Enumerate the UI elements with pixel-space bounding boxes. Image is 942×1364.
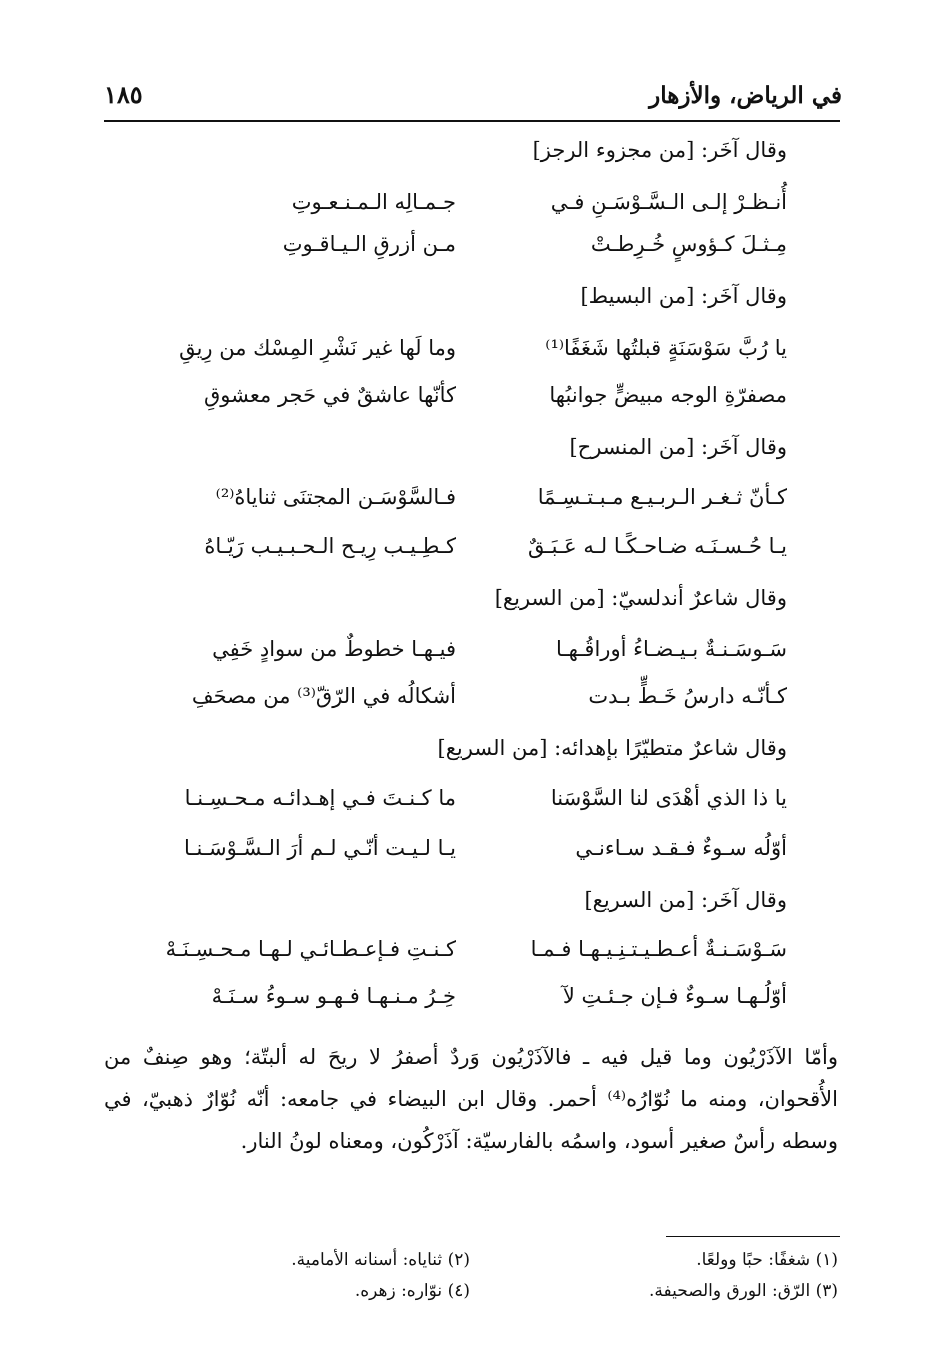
footnote-rule bbox=[666, 1236, 840, 1237]
poem-intro: وقال آخَر: [من مجزوء الرجز] bbox=[532, 138, 787, 162]
poem-intro: وقال شاعرٌ أندلسيّ: [من السريع] bbox=[494, 586, 787, 610]
body-paragraph: وأمّا الآذَرْيُون وما قيل فيه ـ فالآذَرْيُون وَردٌ أصفرُ لا ريحَ له ألبتّة؛ وهو صِنفٌ من الأُقحوان، ومنه ما نُوّارُه⁽⁴⁾ أحمر. وقال ابن البيضاء في جامعه: أنّه نُوّارٌ ذهبيّ، في وسطه رأسٌ صغير أسود، واسمُه بالفارسيّة: آذَرْكُون، ومعناه لونُ النار. bbox=[104, 1045, 838, 1153]
verse-second-hemistich: جـمـالِه الـمـنـعـوتِ bbox=[291, 190, 456, 214]
footnote-text: شغفًا: حبًا وولعًا. bbox=[696, 1250, 811, 1270]
verse-second-hemistich: فيـهـا خطوطٌ من سوادٍ خَفِي bbox=[212, 637, 456, 661]
verse-first-hemistich: سَـوسَـنـةٌ بـيـضـاءُ أوراقُـهـا bbox=[556, 637, 787, 661]
verse-first-hemistich: كـأنّـه دارسُ خَـطٍّ بـدت bbox=[588, 684, 787, 708]
footnote-text: الرّق: الورق والصحيفة. bbox=[649, 1281, 811, 1301]
poem-intro: وقال شاعرٌ متطيّرًا بإهدائه: [من السريع] bbox=[437, 736, 787, 760]
footnote bbox=[696, 1250, 838, 1270]
running-title: في الرياض، والأزهار bbox=[649, 82, 842, 109]
verse-first-hemistich: أوّلُـهـا سـوءٌ فـإن جـئـتِ لآ bbox=[562, 984, 787, 1008]
verse-first-hemistich: أوّلُه سـوءٌ فـقـد سـاءنـي bbox=[575, 836, 787, 860]
header-rule bbox=[104, 120, 840, 122]
verse-second-hemistich: خِـرُ مـنـهـا فـهـو سـوءُ سـنَـهْ bbox=[211, 984, 456, 1008]
page-number: ١٨٥ bbox=[104, 80, 143, 109]
footnote-number: (٣) bbox=[815, 1281, 838, 1301]
verse-second-hemistich: وما لَها غير نَشْرِ المِسْك من رِيقِ bbox=[179, 336, 456, 360]
footnote-text: ثناياه: أسنانه الأمامية. bbox=[291, 1250, 443, 1270]
verse-second-hemistich: ما كـنـتَ فـي إهـدائـه مـحـسِـنـا bbox=[184, 786, 456, 810]
verse-first-hemistich: سَـوْسَـنـةٌ أعـطـيـتـنِـيـهـا فـمـا bbox=[530, 937, 787, 961]
verse-first-hemistich: يا ذا الذي أهْدَى لنا السَّوْسَنا bbox=[550, 786, 787, 810]
verse-second-hemistich: فـالسَّوْسَـن المجتنَى ثناياهُ⁽²⁾ bbox=[215, 485, 456, 509]
footnote-number: (٢) bbox=[447, 1250, 470, 1270]
footnote bbox=[355, 1281, 470, 1301]
verse-first-hemistich: كـأنّ ثـغـر الـربـيـع مـبـتـسِـمًا bbox=[537, 485, 787, 509]
footnote-number: (١) bbox=[815, 1250, 838, 1270]
verse-second-hemistich: كـنـتِ فـإعـطـائـي لـهـا مـحـسِـنَـهْ bbox=[165, 937, 456, 961]
verse-second-hemistich: كأنّها عاشقٌ في حَجر معشوقِ bbox=[204, 383, 456, 407]
verse-second-hemistich: يـا لـيـت أنّـي لـم أرَ الـسَّـوْسَـنـا bbox=[183, 836, 456, 860]
verse-first-hemistich: يا رُبَّ سَوْسَنَةٍ قبلتُها شَغَفًا⁽¹⁾ bbox=[545, 336, 787, 360]
footnote-number: (٤) bbox=[447, 1281, 470, 1301]
footnote bbox=[291, 1250, 470, 1270]
poem-intro: وقال آخَر: [من البسيط] bbox=[580, 284, 787, 308]
poem-intro: وقال آخَر: [من السريع] bbox=[584, 888, 787, 912]
verse-second-hemistich: مـن أزرقِ الـيـاقـوتِ bbox=[282, 232, 456, 256]
footnote-text: نوّاره: زهره. bbox=[354, 1281, 443, 1301]
verse-first-hemistich: مصفرّةِ الوجه مبيضٍّ جوانبُها bbox=[549, 383, 787, 407]
footnote bbox=[649, 1281, 838, 1301]
verse-first-hemistich: يـا حُـسـنَـه ضـاحـكًـا لـه عَـبَـقٌ bbox=[527, 534, 787, 558]
verse-first-hemistich: مِـثـلَ كـؤوسٍ خُـرِطـتْ bbox=[590, 232, 787, 256]
verse-second-hemistich: كـطِـيـب رِيـح الـحـبـيـب رَيّـاهُ bbox=[204, 534, 456, 558]
verse-first-hemistich: أُنـظـرْ إلـى الـسَّـوْسَـنِ فـي bbox=[550, 190, 787, 214]
poem-intro: وقال آخَر: [من المنسرح] bbox=[569, 435, 787, 459]
verse-second-hemistich: أشكالُه في الرّقّ⁽³⁾ من مصحَفِ bbox=[191, 684, 456, 708]
